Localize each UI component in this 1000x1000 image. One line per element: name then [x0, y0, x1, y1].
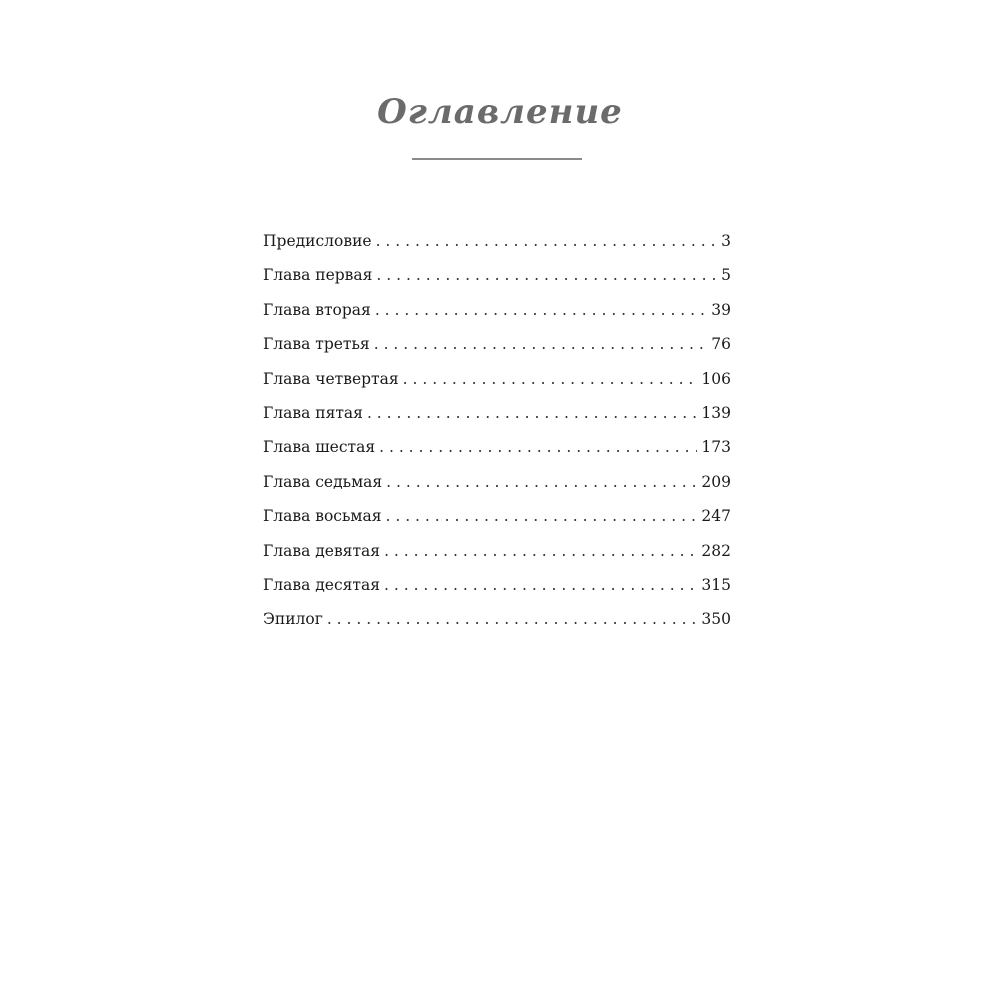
dot-leader [376, 232, 718, 250]
dot-leader [375, 301, 707, 319]
toc-entry-label: Глава вторая [263, 300, 371, 319]
toc-entry-page: 5 [721, 266, 731, 285]
dot-leader [327, 610, 698, 628]
toc-entry-label: Глава шестая [263, 438, 376, 457]
title-underline [412, 158, 582, 160]
toc-entry-label: Глава четвертая [263, 369, 399, 388]
dot-leader [374, 335, 708, 353]
toc-entry[interactable] [263, 542, 731, 576]
dot-leader [379, 438, 697, 456]
toc-entry-page: 39 [711, 300, 731, 319]
toc-entry-page: 282 [701, 541, 731, 560]
toc-entry[interactable] [263, 576, 731, 610]
toc-entry-label: Предисловие [263, 232, 372, 250]
toc-entry[interactable] [263, 438, 731, 472]
toc-entry-page: 76 [711, 335, 731, 354]
toc-entry-page: 3 [721, 232, 731, 250]
dot-leader [376, 266, 717, 284]
toc-entry-label: Эпилог [263, 610, 323, 629]
toc-entry-page: 173 [701, 438, 731, 457]
toc-entry[interactable] [263, 301, 731, 335]
toc-entry[interactable] [263, 335, 731, 369]
page-title: Оглавление [377, 92, 623, 132]
table-of-contents [263, 232, 731, 645]
toc-entry[interactable] [263, 507, 731, 541]
dot-leader [386, 473, 697, 491]
toc-entry-page: 139 [701, 403, 731, 422]
toc-entry[interactable] [263, 370, 731, 404]
toc-entry-page: 106 [701, 369, 731, 388]
dot-leader [384, 576, 697, 594]
toc-entry-page: 247 [701, 507, 731, 526]
dot-leader [386, 507, 698, 525]
toc-entry[interactable] [263, 232, 731, 266]
toc-entry-label: Глава первая [263, 266, 373, 285]
toc-entry[interactable] [263, 473, 731, 507]
toc-entry-label: Глава пятая [263, 403, 363, 422]
toc-entry[interactable] [263, 266, 731, 300]
toc-entry-label: Глава восьмая [263, 507, 382, 526]
toc-entry-label: Глава седьмая [263, 472, 383, 491]
toc-entry-label: Глава десятая [263, 575, 381, 594]
toc-entry-label: Глава девятая [263, 541, 381, 560]
toc-entry-page: 350 [701, 610, 731, 629]
toc-entry-page: 209 [701, 472, 731, 491]
toc-entry[interactable] [263, 610, 731, 644]
dot-leader [367, 404, 697, 422]
dot-leader [384, 542, 697, 560]
toc-entry-label: Глава третья [263, 335, 370, 354]
toc-entry-page: 315 [701, 575, 731, 594]
toc-entry[interactable] [263, 404, 731, 438]
dot-leader [403, 370, 698, 388]
